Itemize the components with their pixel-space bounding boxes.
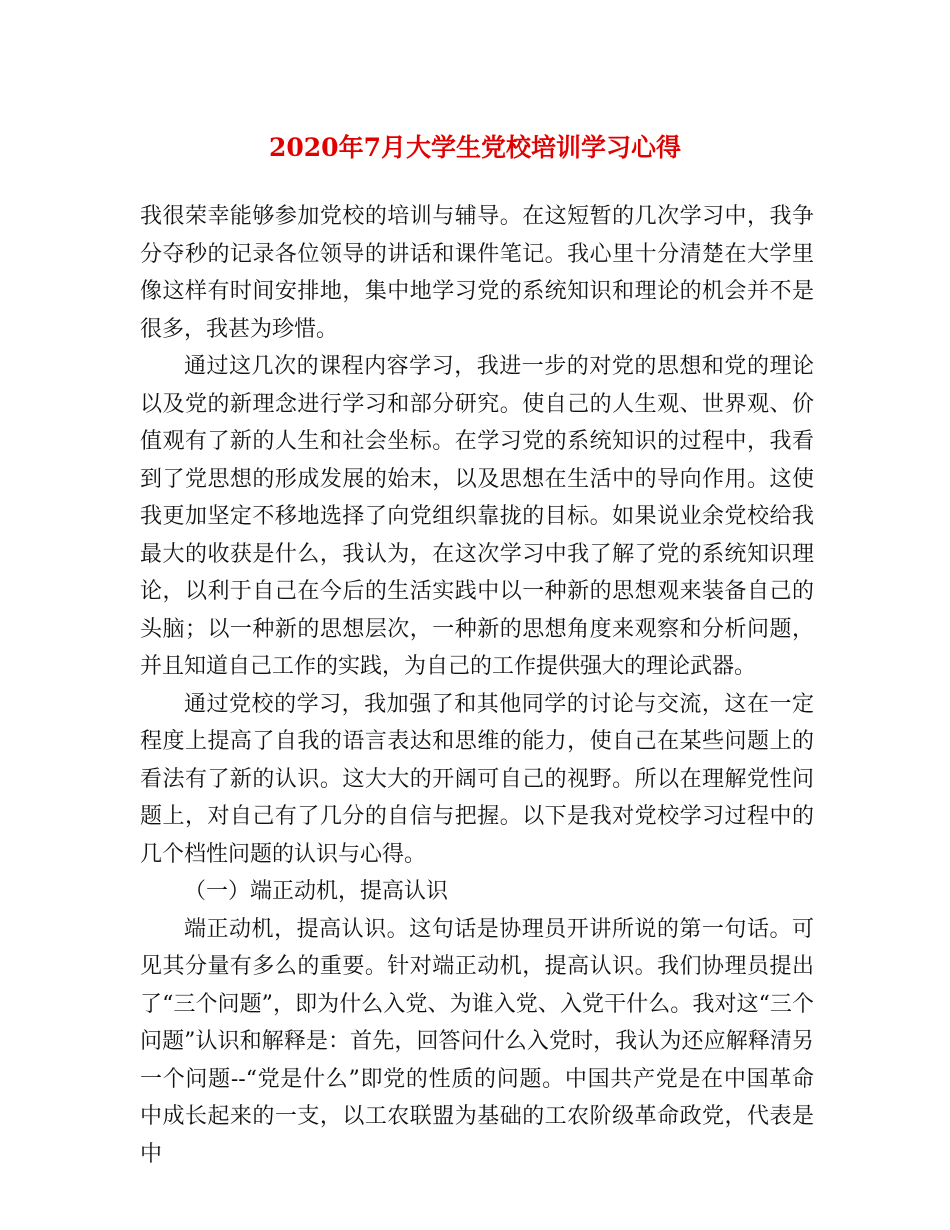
document-body [140,198,814,1173]
section-heading-1: （一）端正动机，提高认识 [184,879,449,904]
paragraph-motivation: 端正动机，提高认识。这句话是协理员开讲所说的第一句话。可见其分量有多么的重要。针对端正动机，提高认识。我们协理员提出了“三个问题”，即为什么入党、为谁入党、入党干什么。我对这“三个问题”认识和解释是：首先，回答问什么入党时，我认为还应解释清另一个问题--“党是什么”即党的性质的问题。中国共产党是在中国革命中成长起来的一支，以工农联盟为基础的工农阶级革命政党，代表是中 [140,916,814,1167]
paragraph-course-learning: 通过这几次的课程内容学习，我进一步的对党的思想和党的理论以及党的新理念进行学习和部分研究。使自己的人生观、世界观、价值观有了新的人生和社会坐标。在学习党的系统知识的过程中，我看到了党思想的形成发展的始末，以及思想在生活中的导向作用。这使我更加坚定不移地选择了向党组织靠拢的目标。如果说业余党校给我最大的收获是什么，我认为，在这次学习中我了解了党的系统知识理论，以利于自己在今后的生活实践中以一种新的思想观来装备自己的头脑；以一种新的思想层次，一种新的思想角度来观察和分析问题，并且知道自己工作的实践，为自己的工作提供强大的理论武器。 [140,354,814,679]
paragraph-discussion: 通过党校的学习，我加强了和其他同学的讨论与交流，这在一定程度上提高了自我的语言表达和思维的能力，使自己在某些问题上的看法有了新的认识。这大大的开阔可自己的视野。所以在理解党性问题上，对自己有了几分的自信与把握。以下是我对党校学习过程中的几个档性问题的认识与心得。 [140,691,814,867]
paragraph-intro: 我很荣幸能够参加党校的培训与辅导。在这短暂的几次学习中，我争分夺秒的记录各位领导的讲话和课件笔记。我心里十分清楚在大学里像这样有时间安排地，集中地学习党的系统知识和理论的机会并不是很多，我甚为珍惜。 [140,204,814,342]
document-title: 2020年7月大学生党校培训学习心得 [269,133,681,162]
